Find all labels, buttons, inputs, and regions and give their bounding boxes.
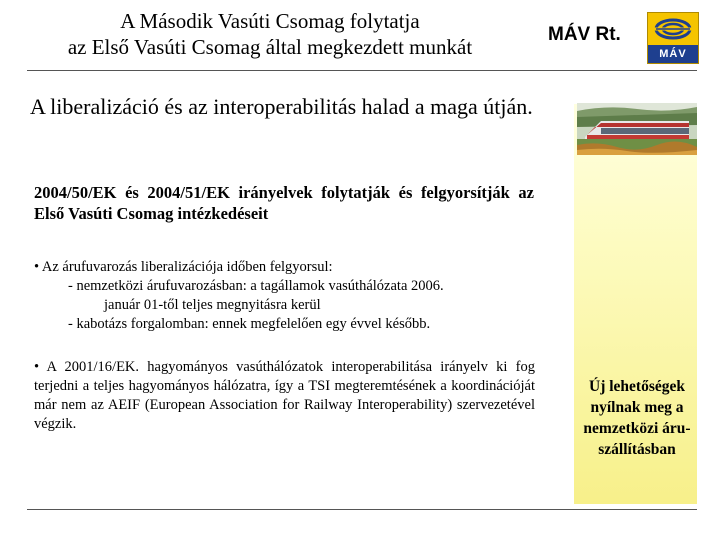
title-line-1: A Második Vasúti Csomag folytatja [120,9,420,33]
company-name: MÁV Rt. [548,24,621,45]
bullet-line: • Az árufuvarozás liberalizációja időben felgyorsul: [34,259,333,275]
slide-title [20,8,520,60]
directive-heading: 2004/50/EK és 2004/51/EK irányelvek folytatják és felgyorsítják az Első Vasúti Csomag intézkedéseit [34,183,534,223]
bullet-subline: - nemzetközi árufuvarozásban: a tagállamok vasúthálózata 2006. [68,278,444,294]
bullet-freight-liberalization [34,258,544,334]
bullet-subline: január 01-től teljes megnyitásra kerül [104,297,321,313]
logo-text: MÁV [648,45,698,63]
header-divider [27,70,697,71]
title-line-2: az Első Vasúti Csomag által megkezdett munkát [67,35,473,59]
train-image [577,103,697,155]
subtitle: A liberalizáció és az interoperabilitás halad a maga útján. [30,94,533,119]
footer-divider [27,509,697,510]
rail-rings-icon [654,18,692,40]
train-photo [577,103,697,155]
bullet-interoperability: • A 2001/16/EK. hagyományos vasúthálózatok interoperabilitása irányelv ki fog terjedni a teljes hagyományos hálózatra, így a TSI megteremtésének a koordinációját már nem az AEIF (European Association for Railway Interoperability) szervezetével végzik. [34,359,535,432]
bullet-subline: - kabotázs forgalomban: ennek megfelelően egy évvel később. [68,316,431,332]
mav-logo [647,12,699,64]
sidebar-callout: Új lehetőségek nyílnak meg a nemzetközi áru-szállításban [583,378,691,458]
